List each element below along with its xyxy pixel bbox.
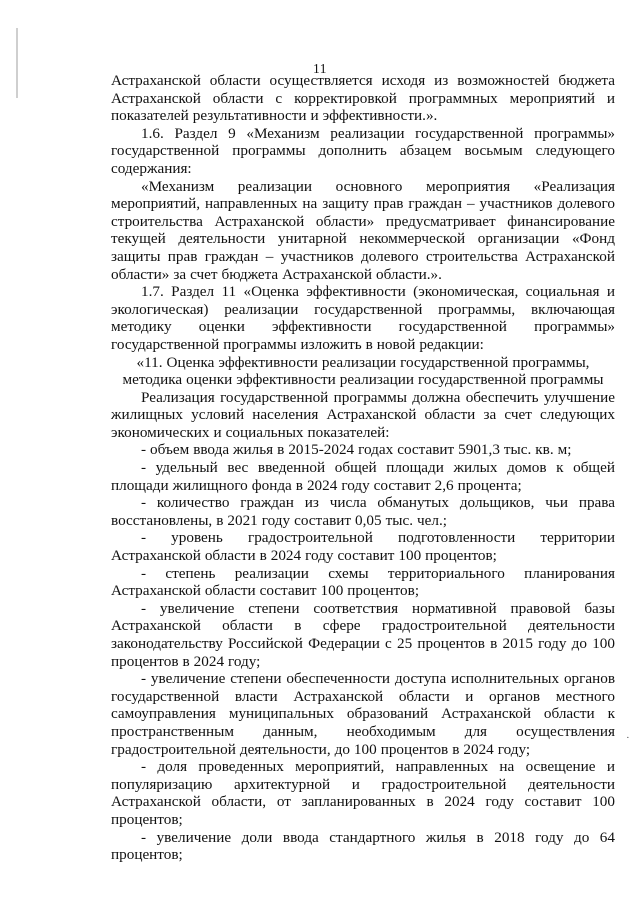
scan-speck: ·: [626, 732, 630, 744]
list-item: - количество граждан из числа обманутых дольщиков, чьи права восстановлены, в 2021 году составит 0,05 тыс. чел.;: [111, 494, 615, 529]
paragraph-implementation-intro: Реализация государственной программы должна обеспечить улучшение жилищных условий населения Астраханской области за счет следующих экономических и социальных показателей:: [111, 388, 615, 441]
section-11-heading: «11. Оценка эффективности реализации государственной программы, методика оценки эффективности реализации государственной программы: [122, 353, 604, 389]
list-item: - увеличение степени соответствия нормативной правовой базы Астраханской области в сфере градостроительной деятельности законодательству Российской Федерации с 25 процентов в 2015 году до 100 процентов в 2024 году;: [111, 599, 615, 670]
page-number: 11: [313, 61, 327, 76]
list-item: - удельный вес введенной общей площади жилых домов к общей площади жилищного фонда в 2024 году составит 2,6 процента;: [111, 459, 615, 494]
paragraph-1-6: 1.6. Раздел 9 «Механизм реализации государственной программы» государственной программы дополнить абзацем восьмым следующего содержания:: [111, 124, 615, 177]
document-body: [111, 72, 615, 864]
list-item: - объем ввода жилья в 2015-2024 годах составит 5901,3 тыс. кв. м;: [141, 441, 572, 459]
list-item: - уровень градостроительной подготовленности территории Астраханской области в 2024 году составит 100 процентов;: [111, 529, 615, 565]
paragraph-budget-continuation: Астраханской области осуществляется исходя из возможностей бюджета Астраханской области с корректировкой программных мероприятий и показателей результативности и эффективности.».: [111, 72, 615, 125]
list-item: - доля проведенных мероприятий, направленных на освещение и популяризацию архитектурной и градостроительной деятельности Астраханской области, от запланированных в 2024 году составит 100 процентов;: [111, 758, 615, 828]
list-item: - увеличение степени обеспеченности доступа исполнительных органов государственной власти Астраханской области и органов местного самоуправления муниципальных образований Астраханской области к пространственным данным, необходимым для осуществления градостроительной деятельности, до 100 процентов в 2024 году;: [111, 670, 615, 758]
list-item: - увеличение доли ввода стандартного жилья в 2018 году до 64 процентов;: [111, 828, 615, 864]
paragraph-1-7: 1.7. Раздел 11 «Оценка эффективности (экономическая, социальная и экологическая) реализации государственной программы, включающая методику оценки эффективности государственной программы» государственной программы изложить в новой редакции:: [111, 283, 615, 353]
paragraph-mechanism-quote: «Механизм реализации основного мероприятия «Реализация мероприятий, направленных на защиту прав граждан – участников долевого строительства Астраханской области» предусматривает финансирование текущей деятельности унитарной некоммерческой организации «Фонд защиты прав граждан – участников долевого строительства Астраханской области» за счет бюджета Астраханской области.».: [111, 177, 615, 283]
list-item: - степень реализации схемы территориального планирования Астраханской области составит 100 процентов;: [111, 564, 615, 600]
